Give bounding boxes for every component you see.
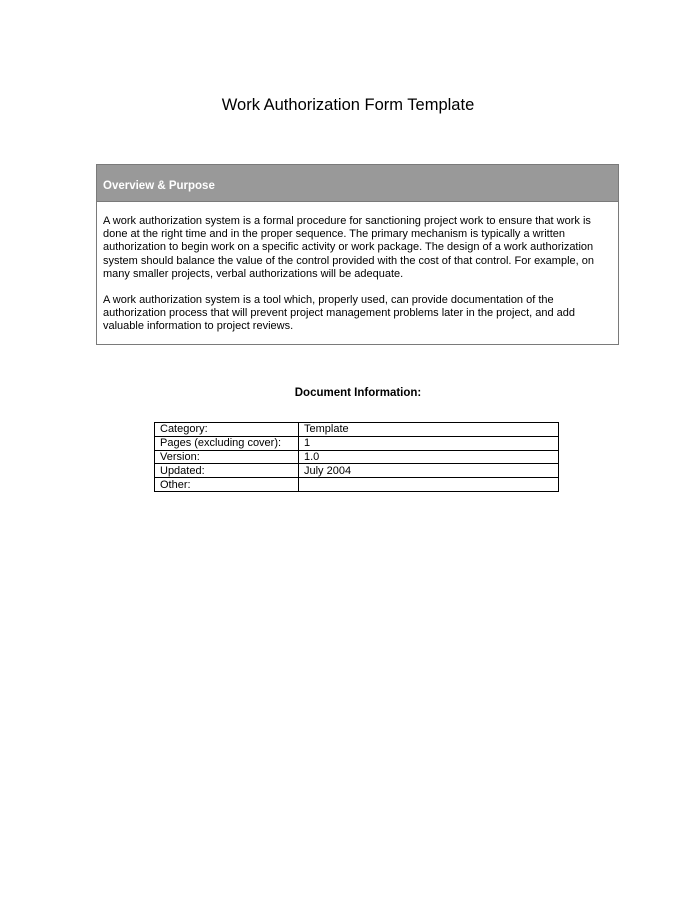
- table-row: [155, 464, 559, 478]
- table-row: [155, 436, 559, 450]
- version-value: 1.0: [299, 450, 559, 464]
- updated-label: Updated:: [155, 464, 299, 478]
- overview-purpose-body: [97, 202, 618, 334]
- other-label: Other:: [155, 478, 299, 492]
- pages-value: 1: [299, 436, 559, 450]
- table-row: [155, 423, 559, 437]
- overview-paragraph: A work authorization system is a formal procedure for sanctioning project work to ensure that work is done at the right time and in the proper sequence. The primary mechanism is typically a written authorization to begin work on a specific activity or work package. The design of a work authorization system should balance the value of the control provided with the cost of that control. For example, on many smaller projects, verbal authorizations will be adequate.: [103, 215, 594, 280]
- version-label: Version:: [155, 450, 299, 464]
- overview-purpose-heading: Overview & Purpose: [97, 165, 618, 202]
- updated-value: July 2004: [299, 464, 559, 478]
- category-value: Template: [299, 423, 559, 437]
- pages-label: Pages (excluding cover):: [155, 436, 299, 450]
- category-label: Category:: [155, 423, 299, 437]
- other-value: [299, 478, 559, 492]
- document-information-heading: Document Information:: [294, 387, 422, 399]
- table-row: [155, 478, 559, 492]
- table-row: [155, 450, 559, 464]
- page-title: Work Authorization Form Template: [221, 96, 475, 114]
- overview-paragraph: A work authorization system is a tool which, properly used, can provide documentation of the authorization process that will prevent project management problems later in the project, and add valuable information to project reviews.: [103, 294, 576, 333]
- overview-purpose-section: [96, 164, 619, 345]
- document-information-table: [154, 422, 559, 492]
